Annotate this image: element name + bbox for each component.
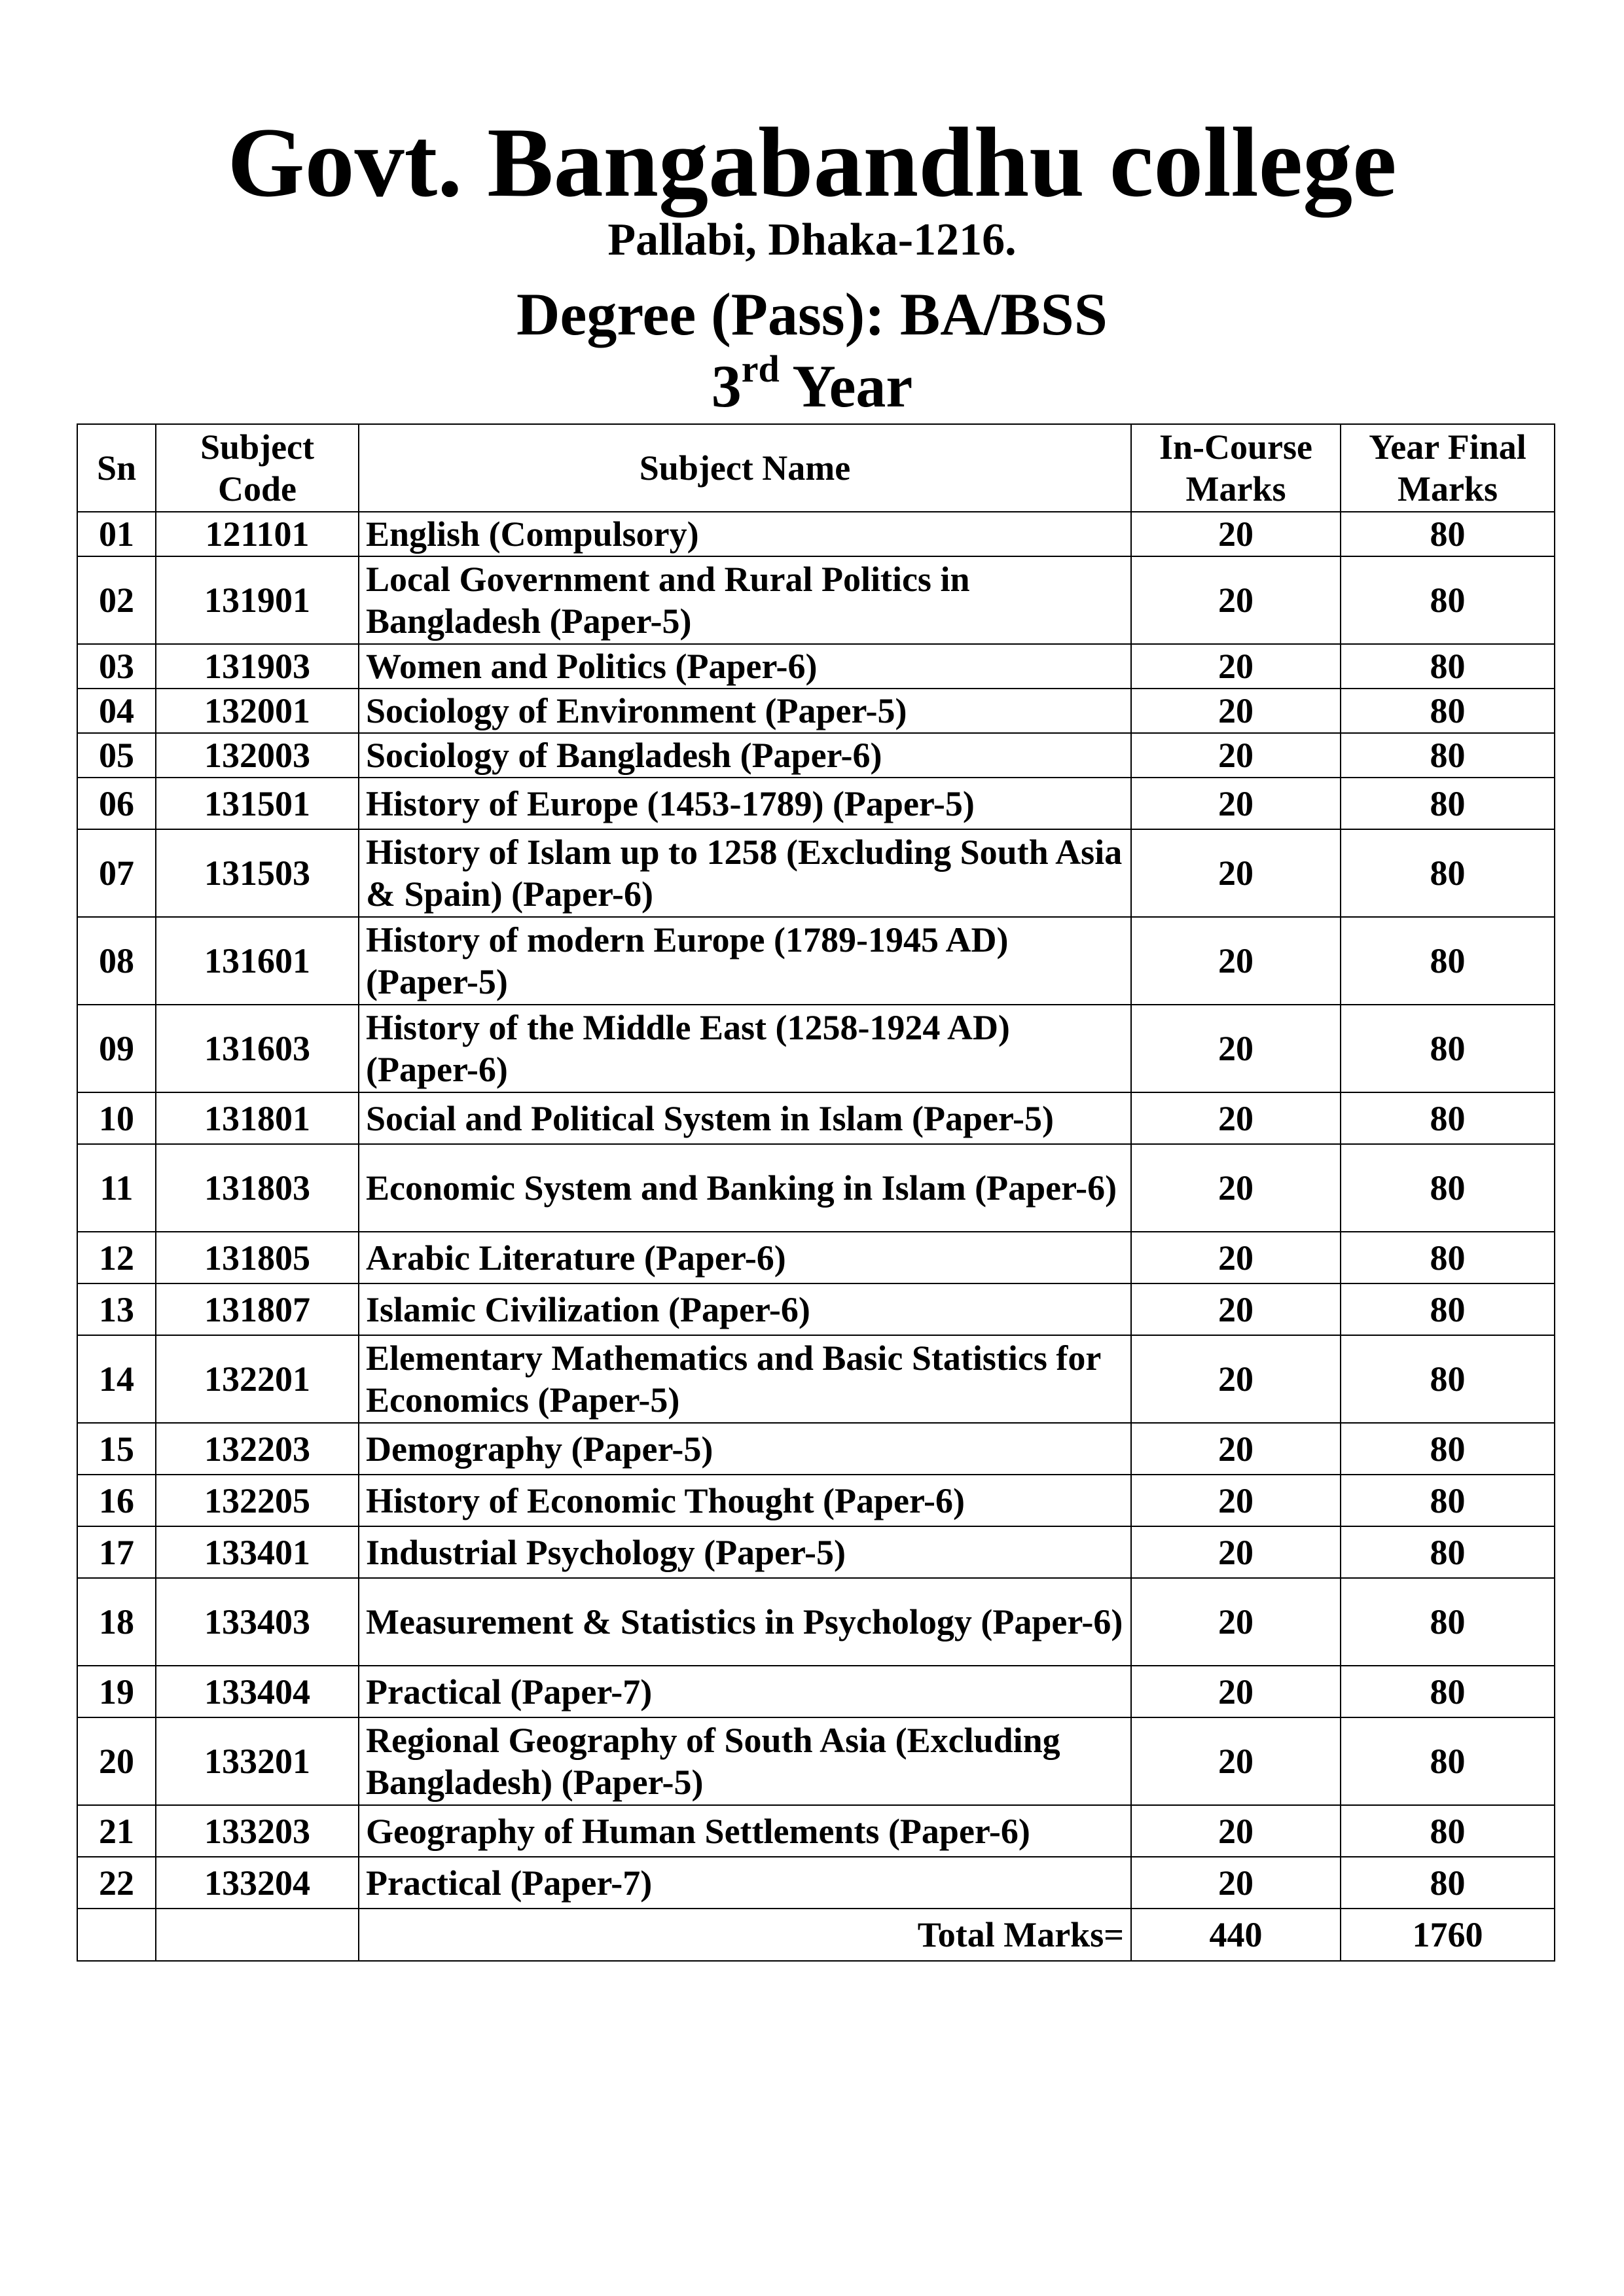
row-subject-name: Practical (Paper-7) (359, 1857, 1131, 1909)
table-row (77, 689, 1555, 733)
year-suffix: rd (741, 348, 780, 390)
row-sn: 19 (77, 1666, 156, 1717)
row-final-marks: 80 (1341, 689, 1555, 733)
row-sn: 11 (77, 1144, 156, 1232)
row-incourse-marks: 20 (1131, 1232, 1341, 1283)
row-sn: 16 (77, 1475, 156, 1526)
row-sn: 04 (77, 689, 156, 733)
row-sn: 02 (77, 556, 156, 644)
row-final-marks: 80 (1341, 1578, 1555, 1666)
row-sn: 21 (77, 1805, 156, 1857)
row-incourse-marks: 20 (1131, 1144, 1341, 1232)
row-sn: 08 (77, 917, 156, 1005)
row-final-marks: 80 (1341, 1805, 1555, 1857)
row-incourse-marks: 20 (1131, 1717, 1341, 1805)
year-word: Year (792, 353, 913, 420)
row-final-marks: 80 (1341, 1475, 1555, 1526)
college-title: Govt. Bangabandhu college (227, 107, 1397, 217)
row-subject-name: Women and Politics (Paper-6) (359, 644, 1131, 689)
row-final-marks: 80 (1341, 733, 1555, 778)
row-subject-name: Sociology of Environment (Paper-5) (359, 689, 1131, 733)
row-subject-name: History of the Middle East (1258-1924 AD) (Paper-6) (359, 1005, 1131, 1092)
row-sn: 07 (77, 829, 156, 917)
row-incourse-marks: 20 (1131, 1666, 1341, 1717)
row-sn: 10 (77, 1092, 156, 1144)
header-incourse-line2: Marks (1185, 469, 1286, 509)
total-empty-sn (77, 1909, 156, 1961)
row-subject-name: Practical (Paper-7) (359, 1666, 1131, 1717)
row-sn: 03 (77, 644, 156, 689)
row-subject-code: 131603 (156, 1005, 359, 1092)
row-subject-code: 132001 (156, 689, 359, 733)
row-subject-code: 132201 (156, 1335, 359, 1423)
table-row (77, 829, 1555, 917)
row-subject-code: 132203 (156, 1423, 359, 1475)
row-final-marks: 80 (1341, 1423, 1555, 1475)
row-subject-code: 131601 (156, 917, 359, 1005)
table-row (77, 556, 1555, 644)
header-subject-name: Subject Name (359, 424, 1131, 512)
row-sn: 17 (77, 1526, 156, 1578)
table-row (77, 1335, 1555, 1423)
table-row (77, 1805, 1555, 1857)
row-incourse-marks: 20 (1131, 1005, 1341, 1092)
table-row (77, 1717, 1555, 1805)
row-final-marks: 80 (1341, 1092, 1555, 1144)
row-incourse-marks: 20 (1131, 917, 1341, 1005)
row-subject-name: Measurement & Statistics in Psychology (Paper-6) (359, 1578, 1131, 1666)
table-row (77, 733, 1555, 778)
table-row (77, 1232, 1555, 1283)
row-subject-code: 131501 (156, 778, 359, 829)
row-subject-code: 131805 (156, 1232, 359, 1283)
row-subject-name: Industrial Psychology (Paper-5) (359, 1526, 1131, 1578)
row-incourse-marks: 20 (1131, 1335, 1341, 1423)
row-subject-code: 131803 (156, 1144, 359, 1232)
row-final-marks: 80 (1341, 1005, 1555, 1092)
row-incourse-marks: 20 (1131, 1475, 1341, 1526)
total-row (77, 1909, 1555, 1961)
header-final-line1: Year Final (1369, 427, 1526, 467)
row-subject-name: Local Government and Rural Politics in Bangladesh (Paper-5) (359, 556, 1131, 644)
row-final-marks: 80 (1341, 644, 1555, 689)
row-sn: 15 (77, 1423, 156, 1475)
row-incourse-marks: 20 (1131, 1283, 1341, 1335)
table-row (77, 1666, 1555, 1717)
row-sn: 01 (77, 512, 156, 556)
row-final-marks: 80 (1341, 829, 1555, 917)
row-sn: 09 (77, 1005, 156, 1092)
row-subject-name: English (Compulsory) (359, 512, 1131, 556)
row-subject-code: 131901 (156, 556, 359, 644)
total-incourse: 440 (1131, 1909, 1341, 1961)
row-final-marks: 80 (1341, 1144, 1555, 1232)
row-final-marks: 80 (1341, 1335, 1555, 1423)
row-subject-code: 133204 (156, 1857, 359, 1909)
marks-table (77, 423, 1555, 1962)
row-final-marks: 80 (1341, 1857, 1555, 1909)
header-final-line2: Marks (1398, 469, 1498, 509)
table-row (77, 1005, 1555, 1092)
year-number: 3 (711, 353, 742, 420)
row-subject-code: 132205 (156, 1475, 359, 1526)
table-row (77, 1092, 1555, 1144)
row-incourse-marks: 20 (1131, 1805, 1341, 1857)
row-final-marks: 80 (1341, 1666, 1555, 1717)
row-final-marks: 80 (1341, 917, 1555, 1005)
row-subject-code: 131503 (156, 829, 359, 917)
row-incourse-marks: 20 (1131, 689, 1341, 733)
row-final-marks: 80 (1341, 1232, 1555, 1283)
table-row (77, 778, 1555, 829)
row-subject-code: 131903 (156, 644, 359, 689)
row-subject-name: Social and Political System in Islam (Paper-5) (359, 1092, 1131, 1144)
row-subject-code: 132003 (156, 733, 359, 778)
header-code-line2: Code (218, 469, 297, 509)
row-incourse-marks: 20 (1131, 1526, 1341, 1578)
row-sn: 22 (77, 1857, 156, 1909)
row-subject-code: 131807 (156, 1283, 359, 1335)
row-final-marks: 80 (1341, 556, 1555, 644)
row-subject-code: 133401 (156, 1526, 359, 1578)
row-incourse-marks: 20 (1131, 733, 1341, 778)
row-sn: 05 (77, 733, 156, 778)
row-subject-code: 131801 (156, 1092, 359, 1144)
total-empty-code (156, 1909, 359, 1961)
row-subject-code: 133403 (156, 1578, 359, 1666)
header-subject-code (156, 424, 359, 512)
row-subject-code: 133404 (156, 1666, 359, 1717)
table-row (77, 1144, 1555, 1232)
row-final-marks: 80 (1341, 512, 1555, 556)
row-sn: 20 (77, 1717, 156, 1805)
row-subject-code: 121101 (156, 512, 359, 556)
table-row (77, 1423, 1555, 1475)
row-subject-name: History of Europe (1453-1789) (Paper-5) (359, 778, 1131, 829)
row-incourse-marks: 20 (1131, 1578, 1341, 1666)
row-final-marks: 80 (1341, 1526, 1555, 1578)
total-label: Total Marks= (359, 1909, 1131, 1961)
row-incourse-marks: 20 (1131, 556, 1341, 644)
row-sn: 12 (77, 1232, 156, 1283)
row-final-marks: 80 (1341, 1717, 1555, 1805)
row-subject-code: 133203 (156, 1805, 359, 1857)
table-row (77, 1475, 1555, 1526)
row-sn: 14 (77, 1335, 156, 1423)
row-incourse-marks: 20 (1131, 1092, 1341, 1144)
row-sn: 13 (77, 1283, 156, 1335)
table-row (77, 1578, 1555, 1666)
row-incourse-marks: 20 (1131, 1857, 1341, 1909)
year-title (0, 347, 1624, 425)
row-incourse-marks: 20 (1131, 512, 1341, 556)
row-subject-name: Economic System and Banking in Islam (Paper-6) (359, 1144, 1131, 1232)
row-incourse-marks: 20 (1131, 829, 1341, 917)
row-subject-name: Regional Geography of South Asia (Excluding Bangladesh) (Paper-5) (359, 1717, 1131, 1805)
header-sn: Sn (77, 424, 156, 512)
row-subject-name: History of Economic Thought (Paper-6) (359, 1475, 1131, 1526)
header-incourse-line1: In-Course (1159, 427, 1312, 467)
row-subject-name: Islamic Civilization (Paper-6) (359, 1283, 1131, 1335)
row-incourse-marks: 20 (1131, 1423, 1341, 1475)
row-incourse-marks: 20 (1131, 644, 1341, 689)
row-subject-code: 133201 (156, 1717, 359, 1805)
row-sn: 18 (77, 1578, 156, 1666)
row-subject-name: Demography (Paper-5) (359, 1423, 1131, 1475)
row-subject-name: History of Islam up to 1258 (Excluding South Asia & Spain) (Paper-6) (359, 829, 1131, 917)
row-sn: 06 (77, 778, 156, 829)
table-row (77, 917, 1555, 1005)
header-incourse (1131, 424, 1341, 512)
table-row (77, 1283, 1555, 1335)
degree-title: Degree (Pass): BA/BSS (516, 281, 1108, 348)
row-subject-name: Sociology of Bangladesh (Paper-6) (359, 733, 1131, 778)
row-subject-name: Arabic Literature (Paper-6) (359, 1232, 1131, 1283)
row-subject-name: Geography of Human Settlements (Paper-6) (359, 1805, 1131, 1857)
table-row (77, 644, 1555, 689)
total-final: 1760 (1341, 1909, 1555, 1961)
header-year-final (1341, 424, 1555, 512)
table-row (77, 512, 1555, 556)
row-subject-name: History of modern Europe (1789-1945 AD) (Paper-5) (359, 917, 1131, 1005)
college-address: Pallabi, Dhaka-1216. (607, 215, 1017, 265)
table-row (77, 1857, 1555, 1909)
row-final-marks: 80 (1341, 1283, 1555, 1335)
header-code-line1: Subject (200, 427, 314, 467)
table-header-row (77, 424, 1555, 512)
row-incourse-marks: 20 (1131, 778, 1341, 829)
row-final-marks: 80 (1341, 778, 1555, 829)
table-row (77, 1526, 1555, 1578)
row-subject-name: Elementary Mathematics and Basic Statistics for Economics (Paper-5) (359, 1335, 1131, 1423)
